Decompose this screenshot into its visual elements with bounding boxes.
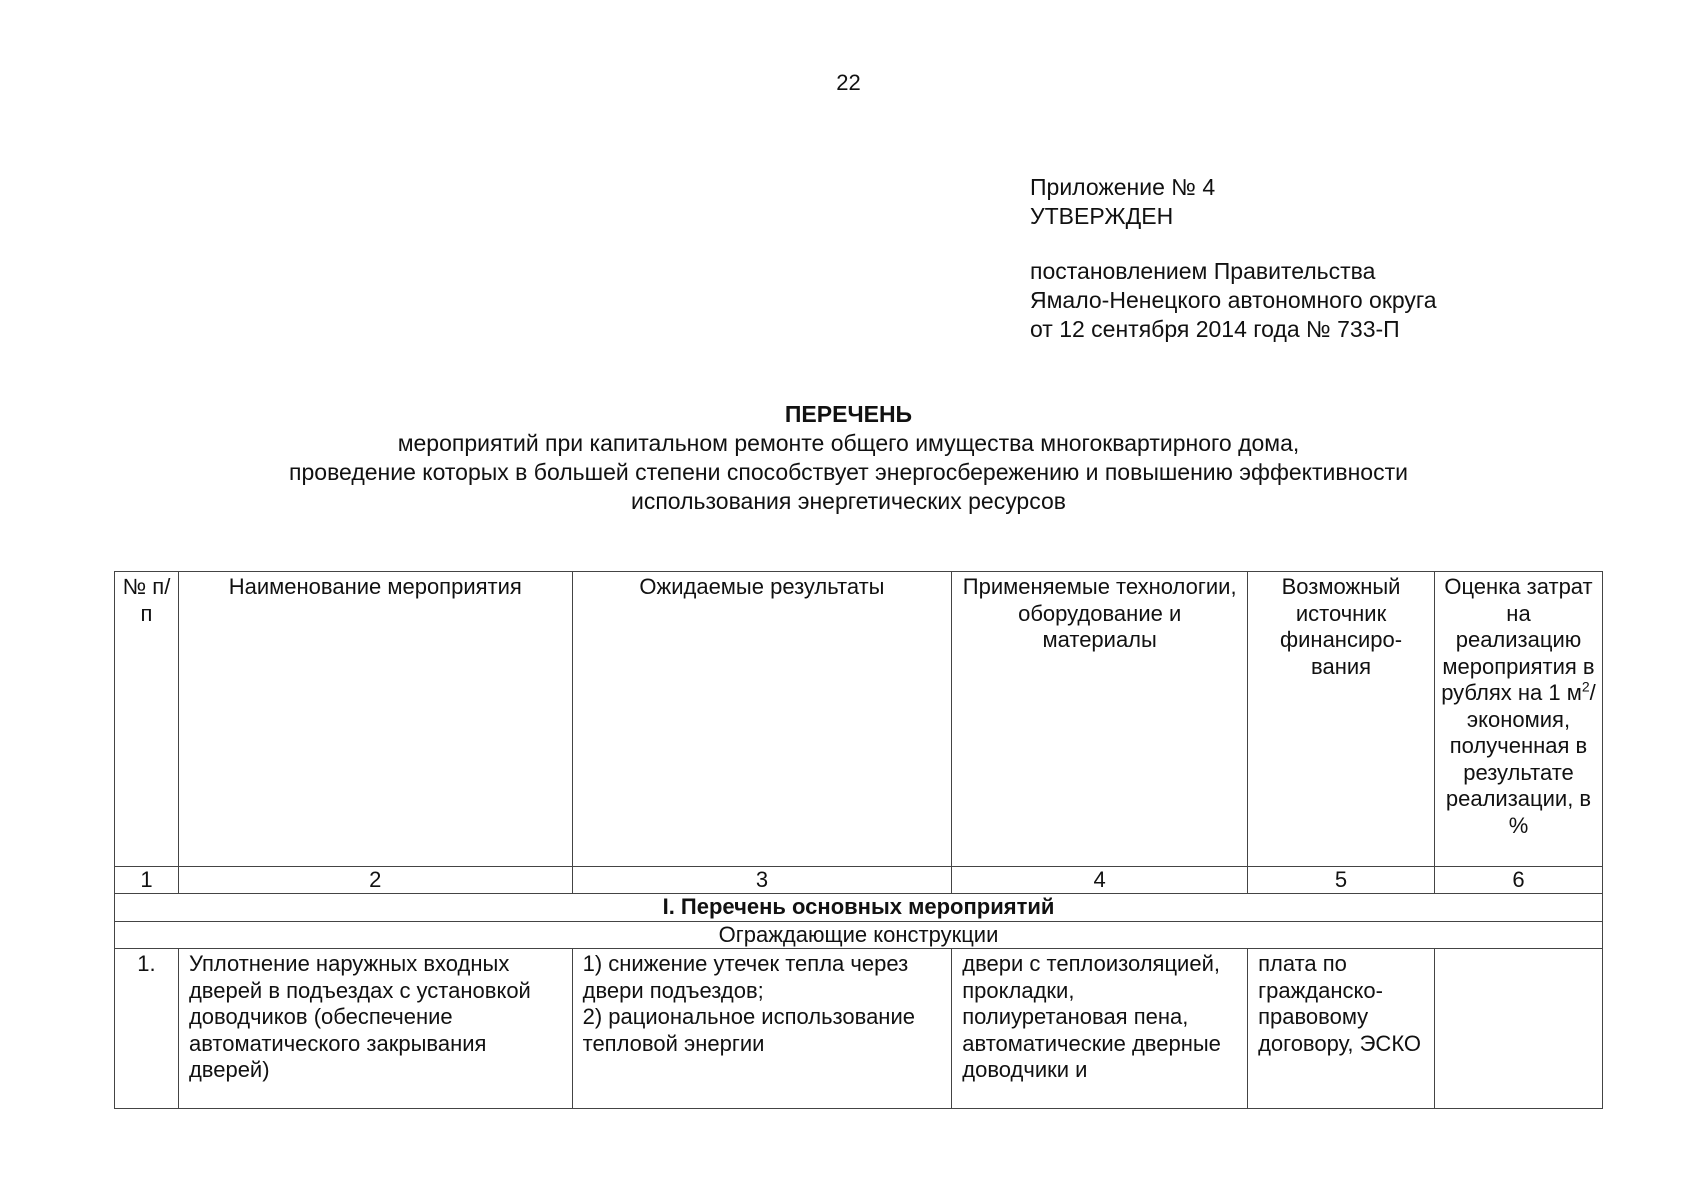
subsection-row — [115, 921, 1603, 949]
approval-block — [1030, 173, 1437, 344]
table-header-row — [115, 572, 1603, 867]
authority-line: Ямало-Ненецкого автономного округа — [1030, 287, 1437, 313]
column-number: 1 — [115, 867, 179, 894]
column-number: 4 — [952, 867, 1248, 894]
header-financing-source: Возможный источник финансиро-вания — [1248, 572, 1435, 867]
title-heading: ПЕРЕЧЕНЬ — [784, 401, 913, 427]
row-cost-estimate — [1435, 949, 1603, 1109]
decree-line: постановлением Правительства — [1030, 258, 1376, 284]
appendix-label: Приложение № 4 — [1030, 174, 1216, 200]
column-number: 2 — [178, 867, 572, 894]
approved-label: УТВЕРЖДЕН — [1030, 203, 1174, 229]
header-measure-name: Наименование мероприятия — [178, 572, 572, 867]
header-cost-text-end: / экономия, полученная в результате реализации, в % — [1445, 680, 1596, 838]
section-row — [115, 894, 1603, 922]
row-expected-results: 1) снижение утечек тепла через двери подъездов; 2) рациональное использование тепловой энергии — [572, 949, 952, 1109]
measures-table — [114, 571, 1603, 1109]
header-cost-text: Оценка затрат на реализацию мероприятия в рублях на 1 м — [1441, 574, 1595, 705]
section-title: I. Перечень основных мероприятий — [115, 894, 1603, 922]
row-technologies-text: двери с теплоизоляцией, прокладки, полиуретановая пена, автоматические дверные доводчики и — [962, 951, 1221, 1082]
decree-date-line: от 12 сентября 2014 года № 733-П — [1030, 316, 1400, 342]
row-financing-source: плата по гражданско-правовому договору, ЭСКО — [1248, 949, 1435, 1109]
table-row — [115, 949, 1603, 1109]
header-cost-superscript: 2 — [1581, 678, 1590, 695]
row-number: 1. — [115, 949, 179, 1109]
subsection-title: Ограждающие конструкции — [115, 921, 1603, 949]
row-measure-name: Уплотнение наружных входных дверей в подъездах с установкой доводчиков (обеспечение автоматического закрывания дверей) — [178, 949, 572, 1109]
column-number: 3 — [572, 867, 952, 894]
row-technologies — [952, 949, 1248, 1109]
header-cost-estimate — [1435, 572, 1603, 867]
header-technologies: Применяемые технологии, оборудование и материалы — [952, 572, 1248, 867]
page-number: 22 — [836, 70, 861, 95]
document-title — [0, 400, 1697, 516]
title-line-2: проведение которых в большей степени способствует энергосбережению и повышению эффективности — [289, 459, 1408, 485]
title-line-3: использования энергетических ресурсов — [631, 488, 1066, 514]
column-number: 5 — [1248, 867, 1435, 894]
column-number-row — [115, 867, 1603, 894]
header-expected-results: Ожидаемые результаты — [572, 572, 952, 867]
header-number: № п/п — [115, 572, 179, 867]
column-number: 6 — [1435, 867, 1603, 894]
title-line-1: мероприятий при капитальном ремонте общего имущества многоквартирного дома, — [397, 430, 1300, 456]
